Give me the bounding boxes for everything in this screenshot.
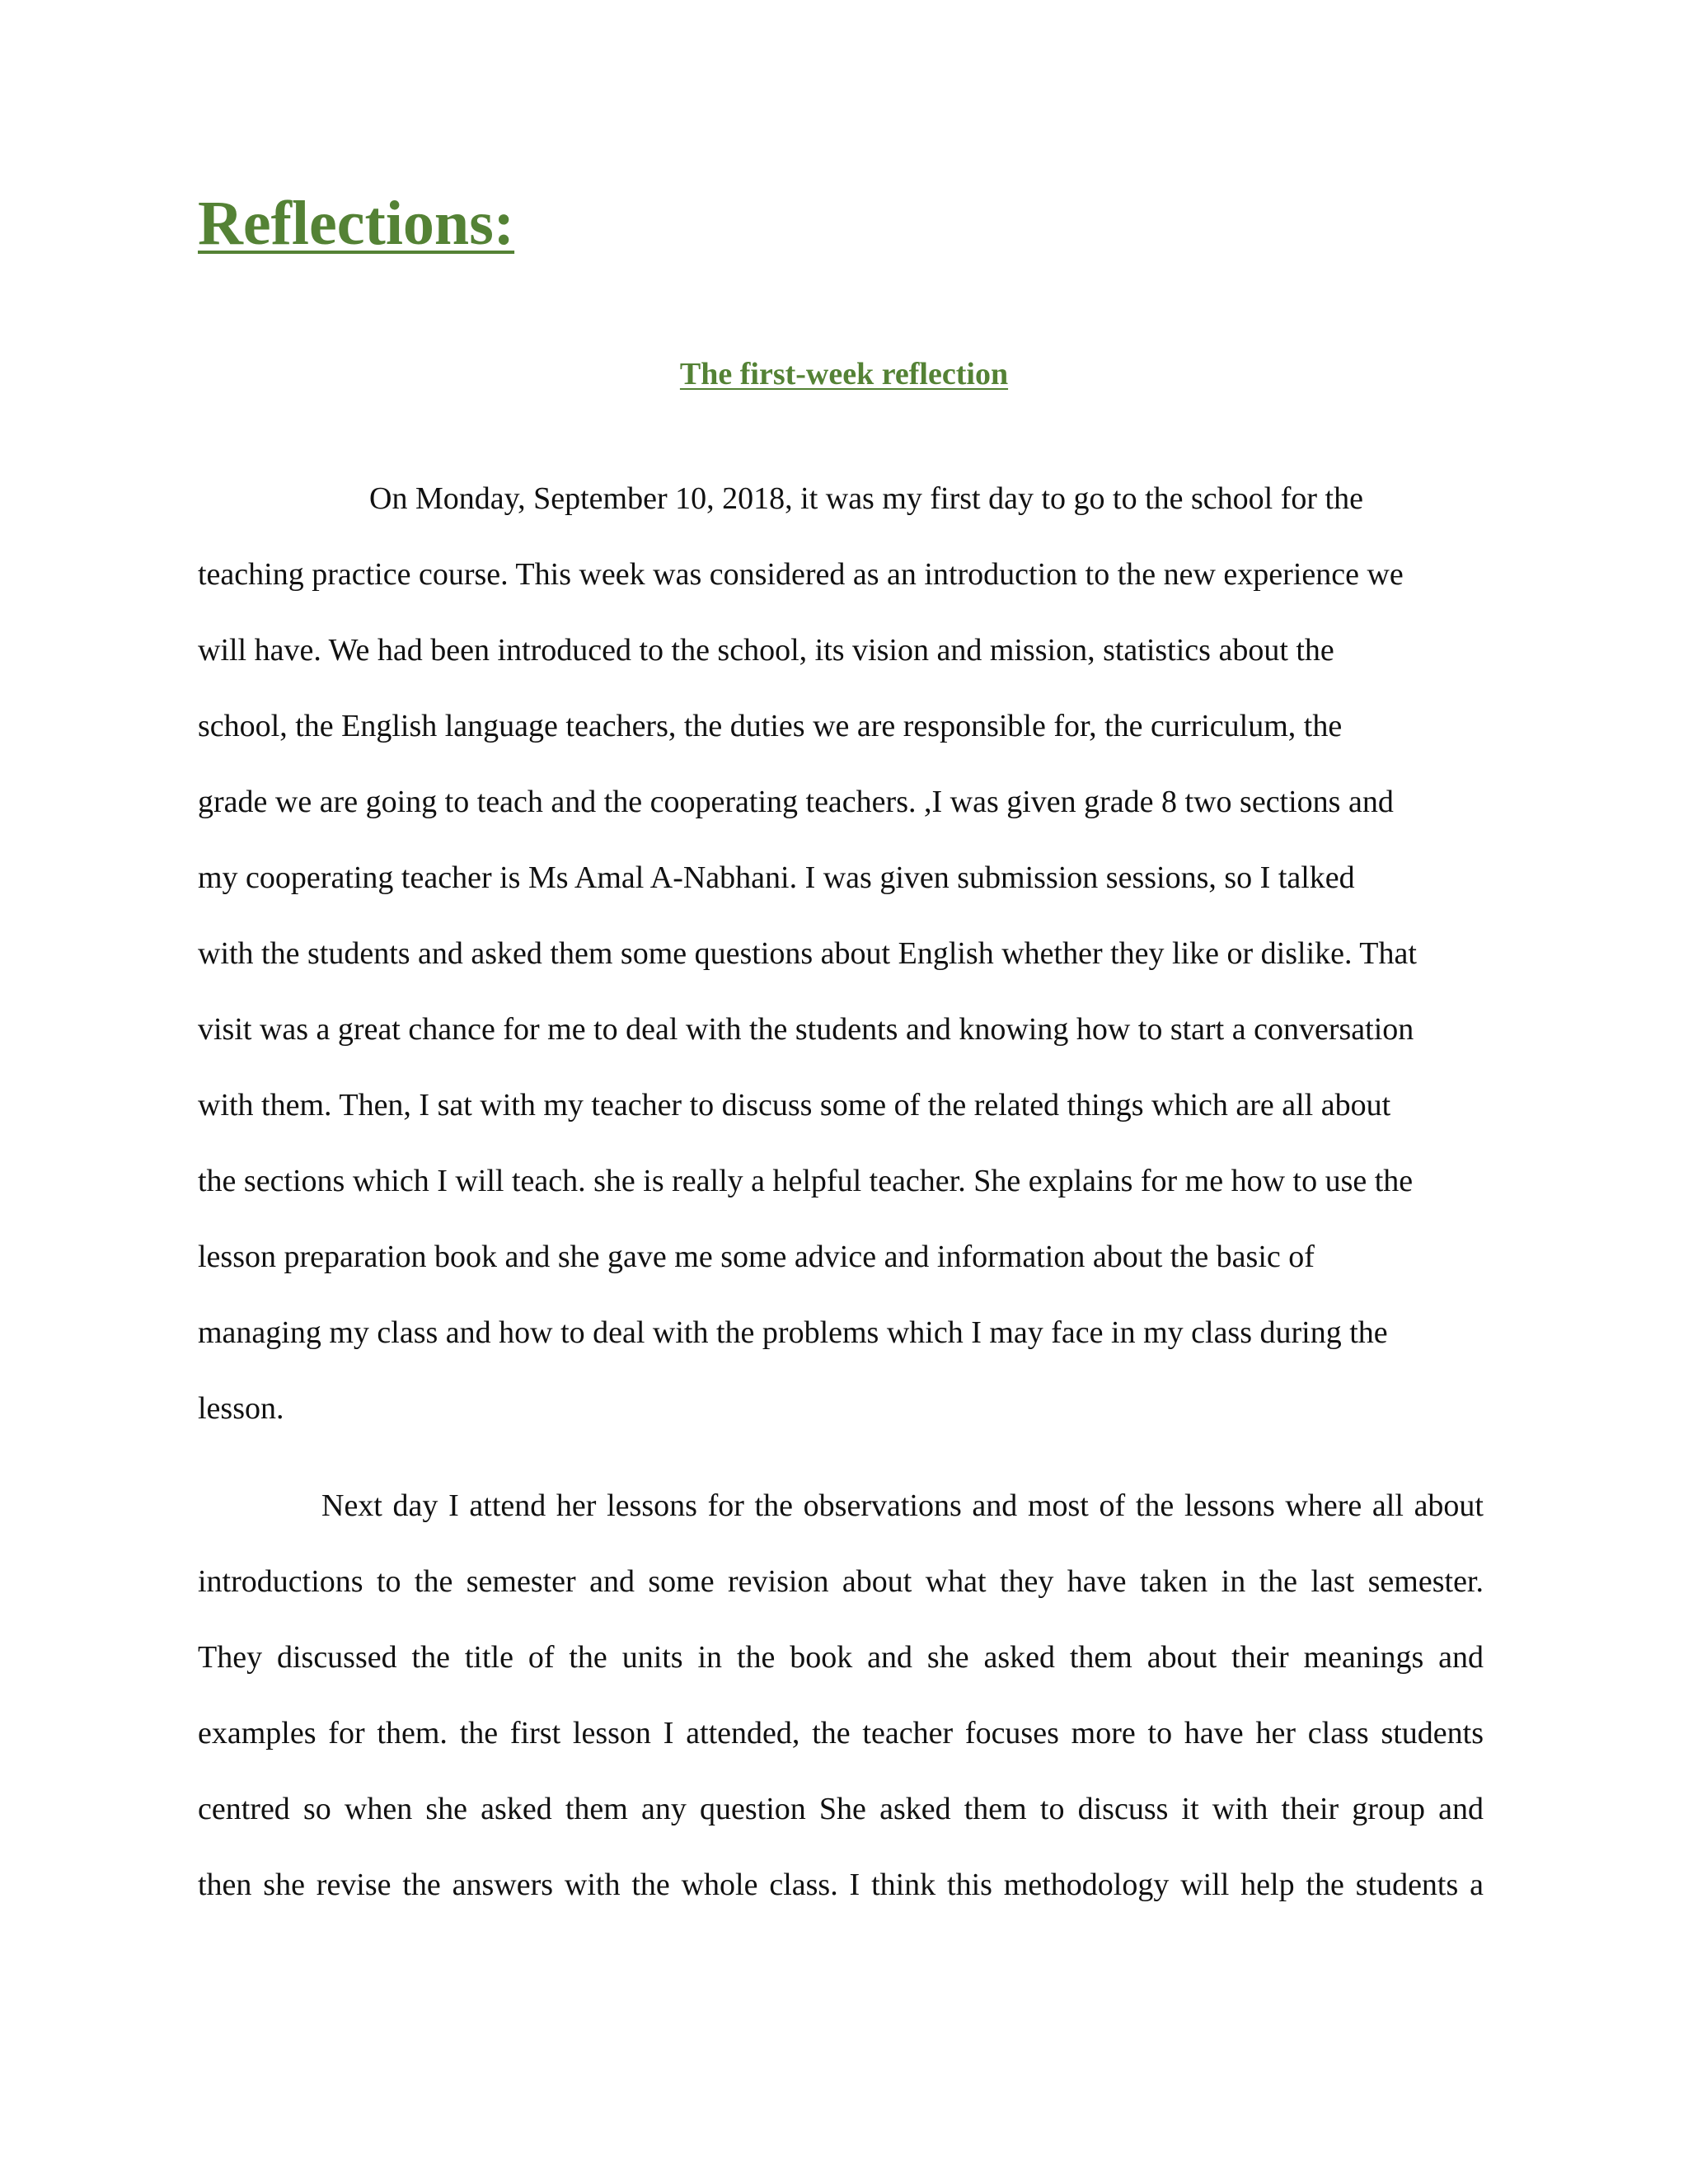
text-line: will have. We had been introduced to the school, its vision and mission, statistics about the	[198, 633, 1334, 668]
section-subheading: The first-week reflection	[679, 357, 1009, 391]
text-line: with the students and asked them some questions about English whether they like or dislike. That	[198, 936, 1417, 971]
text-line: managing my class and how to deal with the problems which I may face in my class during the	[198, 1315, 1388, 1350]
text-line: teaching practice course. This week was considered as an introduction to the new experience we	[198, 557, 1404, 592]
text-line: On Monday, September 10, 2018, it was my first day to go to the school for the	[369, 481, 1363, 516]
text-line: lesson.	[198, 1391, 284, 1426]
text-line: visit was a great chance for me to deal with the students and knowing how to start a conversation	[198, 1012, 1414, 1047]
text-line: Next day I attend her lessons for the observations and most of the lessons where all about	[321, 1488, 1484, 1523]
text-line: introductions to the semester and some revision about what they have taken in the last semester.	[198, 1564, 1484, 1599]
text-line: the sections which I will teach. she is really a helpful teacher. She explains for me how to use the	[198, 1164, 1414, 1198]
text-line: with them. Then, I sat with my teacher to discuss some of the related things which are all about	[198, 1088, 1391, 1122]
text-line: lesson preparation book and she gave me some advice and information about the basic of	[198, 1240, 1315, 1274]
text-line: centred so when she asked them any question She asked them to discuss it with their group and	[198, 1792, 1484, 1826]
text-line: grade we are going to teach and the cooperating teachers. ,I was given grade 8 two sections and	[198, 785, 1394, 819]
text-line: school, the English language teachers, the duties we are responsible for, the curriculum, the	[198, 709, 1343, 743]
text-line: my cooperating teacher is Ms Amal A-Nabhani. I was given submission sessions, so I talked	[198, 860, 1355, 895]
text-line: then she revise the answers with the whole class. I think this methodology will help the students a	[198, 1868, 1484, 1902]
text-line: They discussed the title of the units in the book and she asked them about their meanings and	[198, 1640, 1484, 1675]
text-line: examples for them. the first lesson I attended, the teacher focuses more to have her class students	[198, 1716, 1484, 1750]
page-heading: Reflections:	[198, 189, 515, 258]
